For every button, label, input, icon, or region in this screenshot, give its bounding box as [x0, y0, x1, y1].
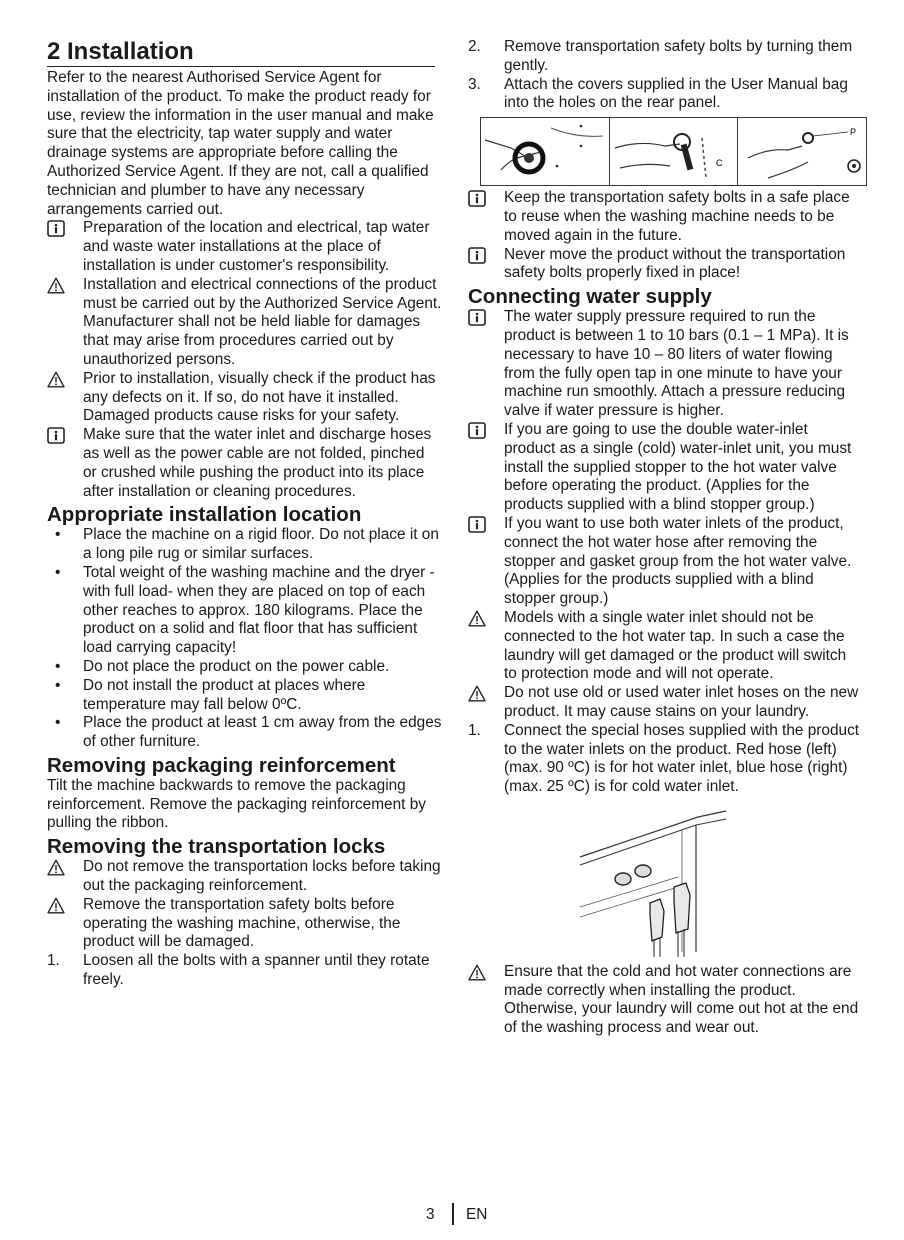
note-text: Make sure that the water inlet and discharge hoses as well as the power cable are not folded, pinched or crushed while pushing the product into its place after installation or cleaning procedures.: [83, 426, 432, 500]
step-item: [468, 722, 863, 797]
step-number: 3.: [468, 75, 481, 93]
note-warning: [468, 684, 863, 722]
note-text: Prior to installation, visually check if the product has any defects on it. If so, do not have it installed. Damaged products cause risks for your safety.: [83, 369, 436, 425]
intro-paragraph: Refer to the nearest Authorised Service Agent for installation of the product. To make the product ready for use, review the information in the user manual and make sure that the electricity, tap water supply and water drainage systems are appropriate before calling the Authorized Service Agent. If they are not, call a qualified technician and plumber to have any necessary arrangements carried out.: [47, 69, 434, 218]
warning-icon: [468, 610, 486, 627]
step-item: [468, 76, 863, 114]
list-item-text: Do not install the product at places where temperature may fall below 0ºC.: [83, 676, 366, 713]
warning-icon: [47, 277, 65, 294]
note-text: Do not use old or used water inlet hoses on the new product. It may cause stains on your laundry.: [504, 684, 859, 720]
note-text: If you are going to use the double water-inlet product as a single (cold) water-inlet unit, you must install the supplied stopper to the hot water valve before operating the product. (Applies for the products supplied with a blind stopper group.): [504, 420, 852, 514]
info-icon: [468, 190, 486, 207]
list-item: [47, 677, 442, 715]
note-text: Keep the transportation safety bolts in a safe place to reuse when the washing machine needs to be moved again in the future.: [504, 189, 850, 244]
list-item-text: Place the product at least 1 cm away from the edges of other furniture.: [83, 714, 442, 751]
note-warning: [47, 858, 442, 896]
step-text: Attach the covers supplied in the User Manual bag into the holes on the rear panel.: [504, 75, 848, 112]
step-text: Connect the special hoses supplied with the product to the water inlets on the product. Red hose (left) (max. 90 ºC) is for hot water inlet, blue hose (right) (max. 25 ºC) is for cold water inlet.: [504, 721, 860, 796]
figure-label-p: P: [850, 127, 857, 138]
list-item-text: Do not place the product on the power cable.: [83, 657, 390, 675]
list-item: [47, 658, 442, 677]
page-footer: [0, 1203, 904, 1227]
note-info: [468, 515, 863, 609]
language-code: EN: [466, 1206, 488, 1223]
note-text: Do not remove the transportation locks before taking out the packaging reinforcement.: [83, 858, 441, 895]
info-icon: [47, 427, 65, 444]
page-title: 2 Installation: [47, 38, 435, 67]
page-number: 3: [426, 1206, 435, 1223]
water-inlet-illustration: [578, 807, 728, 957]
warning-icon: [47, 897, 65, 914]
packaging-paragraph: Tilt the machine backwards to remove the packaging reinforcement. Remove the packaging reinforcement by pulling the ribbon.: [47, 776, 426, 832]
step-item: [468, 38, 863, 76]
transport-bolts-illustration: [480, 117, 867, 186]
warning-icon: [47, 371, 65, 388]
list-item-text: Total weight of the washing machine and the dryer -with full load- when they are placed on top of each other reaches to approx. 180 kilograms. Place the product on a solid and flat floor that has sufficient load carrying capacity!: [83, 563, 435, 657]
figure-label-c: C: [715, 158, 723, 169]
note-text: Remove the transportation safety bolts before operating the washing machine, otherwise, the product will be damaged.: [83, 895, 401, 951]
step-number: 1.: [468, 721, 481, 739]
note-text: Never move the product without the transportation safety bolts properly fixed in place!: [504, 245, 846, 282]
warning-icon: [468, 964, 486, 981]
bullet: •: [55, 657, 61, 675]
right-column: [468, 38, 863, 1038]
step-number: 1.: [47, 952, 60, 970]
note-text: Installation and electrical connections of the product must be carried out by the Authorized Service Agent. Manufacturer shall not be held liable for damages that may arise from procedures carried out by unauthorized persons.: [83, 275, 442, 368]
info-icon: [468, 422, 486, 439]
bullet: •: [55, 563, 61, 581]
note-warning: [468, 963, 863, 1038]
list-item: [47, 714, 442, 752]
note-info: [47, 426, 442, 501]
list-item-text: Place the machine on a rigid floor. Do not place it on a long pile rug or similar surfaces.: [83, 526, 439, 563]
locks-heading: Removing the transportation locks: [47, 835, 386, 859]
note-warning: [47, 370, 442, 426]
note-info: [468, 308, 863, 421]
illustration-panel-cover: [738, 118, 866, 185]
note-warning: [47, 276, 442, 370]
location-heading: Appropriate installation location: [47, 503, 362, 527]
note-info: [47, 219, 442, 275]
illustration-panel-loosen: [481, 118, 610, 185]
footer-divider: [452, 1203, 454, 1225]
note-warning: [468, 609, 863, 684]
warning-icon: [47, 859, 65, 876]
bullet: •: [55, 526, 61, 544]
note-info: [468, 189, 863, 245]
info-icon: [468, 516, 486, 533]
note-text: Ensure that the cold and hot water connections are made correctly when installing the product. Otherwise, your laundry will come out hot at the end of the washing process and wear out.: [504, 962, 859, 1037]
info-icon: [468, 309, 486, 326]
list-item: [47, 526, 442, 564]
note-info: [468, 246, 863, 284]
step-text: Loosen all the bolts with a spanner until they rotate freely.: [83, 952, 430, 989]
note-info: [468, 421, 863, 515]
note-text: The water supply pressure required to run the product is between 1 to 10 bars (0.1 – 1 MPa). It is necessary to have 10 – 80 liters of water flowing from the fully open tap in one minute to have your machine run smoothly. Attach a pressure reducing valve if water pressure is higher.: [504, 308, 849, 420]
step-text: Remove transportation safety bolts by turning them gently.: [504, 38, 853, 74]
warning-icon: [468, 685, 486, 702]
bullet: •: [55, 676, 61, 694]
step-item: [47, 952, 442, 990]
note-text: Models with a single water inlet should not be connected to the hot water tap. In such a case the laundry will get damaged or the product will switch to protection mode and will not operate.: [504, 608, 847, 683]
info-icon: [468, 247, 486, 264]
note-text: If you want to use both water inlets of the product, connect the hot water hose after removing the stopper and gasket group from the hot water valve. (Applies for the products supplied with a blind stopper group.): [504, 514, 852, 608]
illustration-panel-remove: [610, 118, 739, 185]
note-warning: [47, 896, 442, 952]
packaging-heading: Removing packaging reinforcement: [47, 753, 396, 777]
left-column: [47, 38, 442, 990]
step-number: 2.: [468, 38, 481, 55]
info-icon: [47, 220, 65, 237]
bullet: •: [55, 714, 61, 732]
note-text: Preparation of the location and electrical, tap water and waste water installations at the place of installation is under customer's responsibility.: [83, 219, 430, 274]
water-heading: Connecting water supply: [468, 285, 712, 309]
list-item: [47, 564, 442, 658]
